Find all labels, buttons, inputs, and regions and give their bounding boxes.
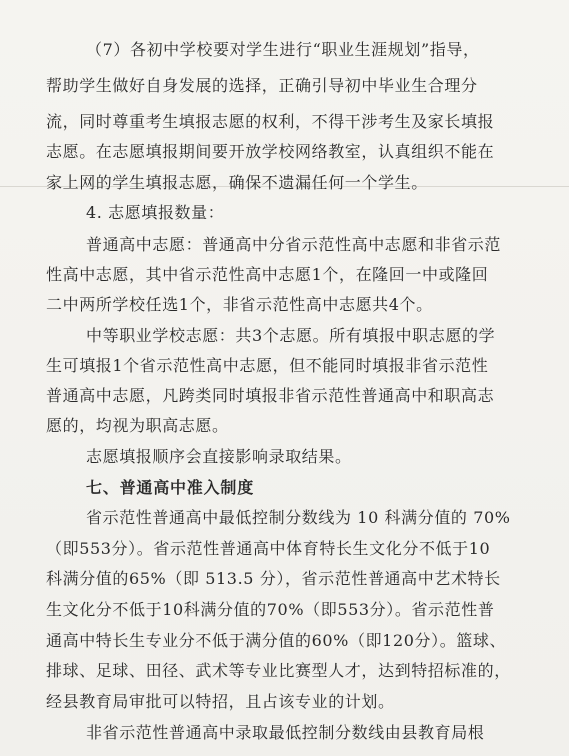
text-line: 排球、足球、田径、武术等专业比赛型人才，达到特招标准的， [46,661,511,680]
text-line: 通高中特长生专业分不低于满分值的60%（即120分）。篮球、 [46,631,507,650]
text-line: 普通高中志愿：普通高中分省示范性高中志愿和非省示范 [86,235,502,254]
text-line: 家上网的学生填报志愿，确保不遗漏任何一个学生。 [46,173,428,192]
text-line: 二中两所学校任选1个，非省示范性高中志愿共4个。 [46,295,433,314]
text-line: 非省示范性普通高中录取最低控制分数线由县教育局根 [86,723,485,742]
text-line: 省示范性普通高中最低控制分数线为 10 科满分值的 70% [86,508,511,527]
text-line: 志愿。在志愿填报期间要开放学校网络教室，认真组织不能在 [46,142,495,161]
text-line: （7）各初中学校要对学生进行“职业生涯规划”指导， [86,40,480,59]
text-line: 帮助学生做好自身发展的选择，正确引导初中毕业生合理分 [46,76,478,95]
text-line: 流，同时尊重考生填报志愿的权利，不得干涉考生及家长填报 [46,112,495,131]
text-line: 性高中志愿，其中省示范性高中志愿1个，在隆回一中或隆回 [46,265,489,284]
text-line: 普通高中志愿，凡跨类同时填报非省示范性普通高中和职高志 [46,386,495,405]
text-line: （即553分）。省示范性普通高中体育特长生文化分不低于10 [46,539,491,558]
section-heading: 4. 志愿填报数量： [86,203,225,222]
text-line: 志愿填报顺序会直接影响录取结果。 [86,447,352,466]
text-line: 经县教育局审批可以特招，且占该专业的计划。 [46,692,395,711]
text-line: 科满分值的65%（即 513.5 分），省示范性普通高中艺术特长 [46,569,501,588]
text-line: 生文化分不低于10科满分值的70%（即553分）。省示范性普 [46,600,495,619]
text-line: 生可填报1个省示范性高中志愿，但不能同时填报非省示范性 [46,356,489,375]
chapter-heading: 七、普通高中准入制度 [86,478,255,497]
text-line: 愿的，均视为职高志愿。 [46,416,229,435]
text-line: 中等职业学校志愿：共3个志愿。所有填报中职志愿的学 [86,326,496,345]
